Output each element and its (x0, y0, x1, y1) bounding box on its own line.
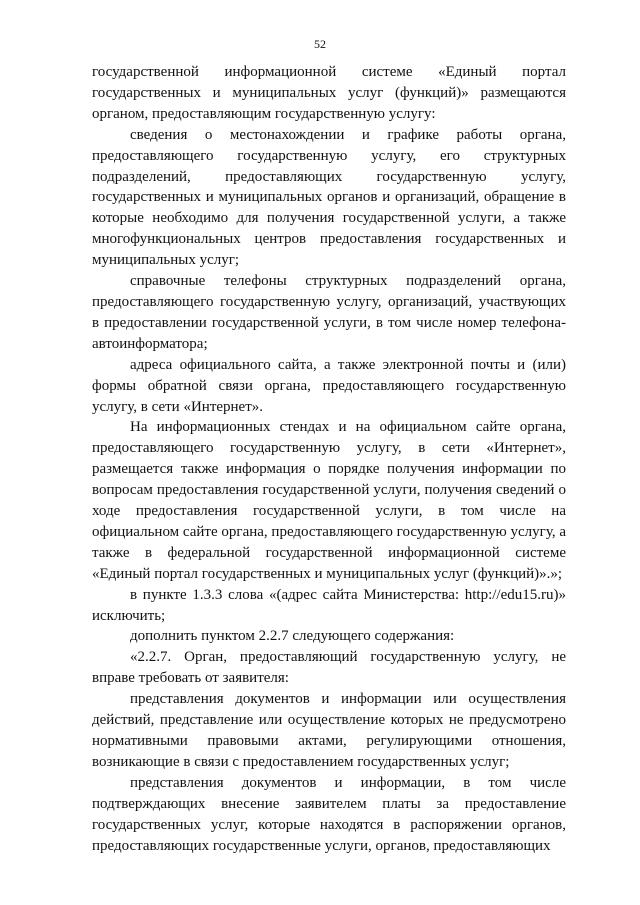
paragraph-7: дополнить пунктом 2.2.7 следующего содержания: (130, 628, 455, 645)
paragraph-9: представления документов и информации или осуществления действий, представление или осуществление которых не предусмотрено нормативными правовыми актами, регулирующими отношения, возникающие в связи с предоставлением государственных услуг; (92, 691, 566, 770)
paragraph-4: адреса официального сайта, а также электронной почты и (или) формы обратной связи органа, предоставляющего государственную услугу, в сети «Интернет». (92, 356, 566, 415)
paragraph-1: государственной информационной системе «Единый портал государственных и муниципальных услуг (функций)» размещаются органом, предоставляющим государственную услугу: (92, 64, 566, 122)
paragraph-5: На информационных стендах и на официальном сайте органа, предоставляющего государственную услугу, в сети «Интернет», размещается также информация о порядке получения информации по вопросам предоставления государственной услуги, получения сведений о ходе предоставления государственной услуги, в том числе на официальном сайте органа, предоставляющего государственную услугу, а также в федеральной государственной информационной системе «Единый портал государственных и муниципальных услуг (функций)».»; (92, 419, 566, 582)
paragraph-8: «2.2.7. Орган, предоставляющий государственную услугу, не вправе требовать от заявителя: (92, 649, 566, 687)
paragraph-10: представления документов и информации, в том числе подтверждающих внесение заявителем платы за предоставление государственных услуг, которые находятся в распоряжении органов, предоставляющих государственные услуги, органов, предоставляющих (92, 774, 566, 854)
page-number: 52 (314, 37, 326, 51)
paragraph-2: сведения о местонахождении и графике работы органа, предоставляющего государственную услугу, его структурных подразделений, предоставляющих государственную услугу, государственных и муниципальных органов и организаций, обращение в которые необходимо для получения государственной услуги, а также многофункциональных центров предоставления государственных и муниципальных услуг; (92, 126, 566, 269)
paragraph-6: в пункте 1.3.3 слова «(адрес сайта Министерства: http://edu15.ru)» исключить; (92, 586, 566, 624)
paragraph-3: справочные телефоны структурных подразделений органа, предоставляющего государственную услугу, организаций, участвующих в предоставлении государственной услуги, в том числе номер телефона-автоинформатора; (92, 273, 566, 352)
document-body (92, 62, 566, 856)
